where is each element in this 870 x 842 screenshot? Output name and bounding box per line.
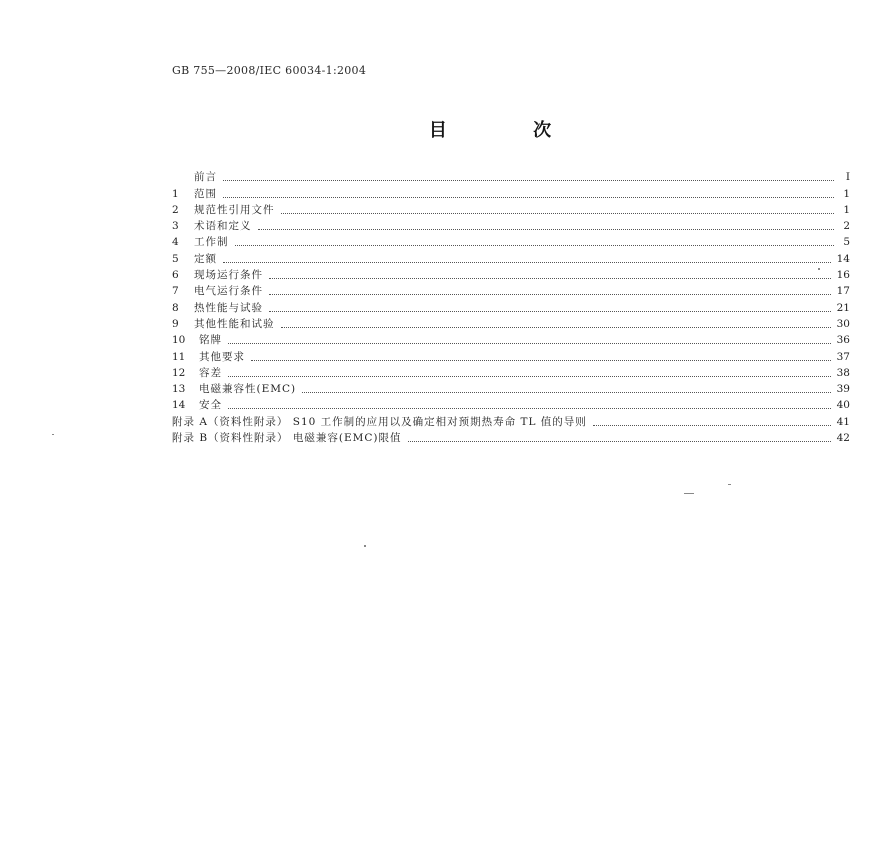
toc-entry-label: 范围 — [194, 187, 217, 200]
toc-entry-page: 21 — [836, 301, 850, 314]
toc-entry-number: 13 — [172, 383, 186, 396]
toc-entry-number: 12 — [172, 366, 186, 379]
toc-entry[interactable] — [172, 168, 850, 184]
toc-leader-dots — [408, 440, 831, 442]
toc-leader-dots — [593, 424, 831, 426]
toc-entry[interactable] — [172, 298, 850, 314]
scan-speck — [52, 434, 54, 435]
toc-leader-dots — [223, 179, 834, 181]
toc-entry-appendix[interactable] — [172, 429, 850, 445]
toc-entry-number: 9 — [172, 317, 179, 330]
toc-leader-dots — [302, 391, 830, 393]
toc-entry[interactable] — [172, 315, 850, 331]
toc-entry-label: 其他性能和试验 — [194, 317, 275, 330]
toc-entry-number: 6 — [172, 269, 179, 282]
toc-entry[interactable] — [172, 266, 850, 282]
toc-entry-page: 17 — [836, 285, 850, 298]
scan-speck — [364, 545, 366, 547]
standard-number-header: GB 755—2008/IEC 60034-1:2004 — [172, 64, 367, 77]
toc-leader-dots — [269, 293, 831, 295]
toc-entry-page: 41 — [836, 415, 850, 428]
toc-entry-page: 36 — [836, 334, 850, 347]
toc-entry-page: 16 — [836, 269, 850, 282]
toc-entry-label: 安全 — [199, 399, 222, 412]
toc-entry-page: 38 — [836, 366, 850, 379]
toc-entry-number: 8 — [172, 301, 179, 314]
toc-entry[interactable] — [172, 331, 850, 347]
toc-entry-label: 前言 — [194, 171, 217, 184]
toc-entry-number: 3 — [172, 220, 179, 233]
toc-entry-label: 定额 — [194, 252, 217, 265]
toc-entry-label: 电气运行条件 — [194, 285, 263, 298]
toc-entry-page: 39 — [836, 383, 850, 396]
toc-entry-number: 7 — [172, 285, 179, 298]
toc-entry-label: 电磁兼容性(EMC) — [199, 383, 297, 396]
toc-entry[interactable] — [172, 217, 850, 233]
toc-entry[interactable] — [172, 201, 850, 217]
toc-entry[interactable] — [172, 364, 850, 380]
toc-entry-page: 2 — [843, 220, 850, 233]
toc-entry-label: 其他要求 — [199, 350, 245, 363]
toc-entry-page: 1 — [843, 203, 850, 216]
toc-entry-page: 42 — [836, 432, 850, 445]
toc-entry[interactable] — [172, 282, 850, 298]
toc-entry-page: 30 — [836, 317, 850, 330]
toc-entry-number: 14 — [172, 399, 186, 412]
toc-entry-number: 1 — [172, 187, 179, 200]
toc-entry-page: 1 — [843, 187, 850, 200]
toc-leader-dots — [281, 326, 831, 328]
toc-entry-label: 铭牌 — [199, 334, 222, 347]
toc-leader-dots — [251, 359, 831, 361]
toc-leader-dots — [269, 277, 831, 279]
toc-entry-label: 规范性引用文件 — [194, 203, 275, 216]
toc-entry-label: 附录 B（资料性附录） 电磁兼容(EMC)限值 — [172, 432, 402, 445]
toc-title: 目 次 — [428, 120, 592, 141]
toc-entry-label: 附录 A（资料性附录） S10 工作制的应用以及确定相对预期热寿命 TL 值的导则 — [172, 415, 587, 428]
toc-leader-dots — [228, 342, 831, 344]
toc-leader-dots — [281, 212, 835, 214]
toc-entry-page: 5 — [843, 236, 850, 249]
toc-entry-label: 术语和定义 — [194, 220, 252, 233]
toc-entry[interactable] — [172, 249, 850, 265]
scan-speck — [684, 493, 694, 494]
toc-entry-page: 40 — [836, 399, 850, 412]
scan-speck — [728, 484, 731, 485]
toc-entry-label: 工作制 — [194, 236, 229, 249]
toc-leader-dots — [223, 261, 831, 263]
toc-entry-page: 37 — [836, 350, 850, 363]
toc-entry-page: I — [845, 171, 850, 184]
toc-entry-number: 11 — [172, 350, 186, 363]
toc-entry-number: 2 — [172, 203, 179, 216]
toc-entry-number: 10 — [172, 334, 186, 347]
toc-entry-label: 热性能与试验 — [194, 301, 263, 314]
toc-leader-dots — [258, 228, 835, 230]
toc-leader-dots — [228, 407, 831, 409]
toc-entry-label: 容差 — [199, 366, 222, 379]
table-of-contents — [172, 168, 850, 445]
toc-entry-number: 4 — [172, 236, 179, 249]
toc-entry-appendix[interactable] — [172, 412, 850, 428]
toc-entry[interactable] — [172, 380, 850, 396]
toc-entry-label: 现场运行条件 — [194, 269, 263, 282]
toc-leader-dots — [235, 244, 835, 246]
toc-entry-page: 14 — [836, 252, 850, 265]
toc-leader-dots — [223, 196, 834, 198]
toc-leader-dots — [228, 375, 831, 377]
toc-entry[interactable] — [172, 347, 850, 363]
toc-leader-dots — [269, 310, 831, 312]
scan-speck — [818, 268, 820, 270]
toc-entry[interactable] — [172, 233, 850, 249]
toc-entry[interactable] — [172, 396, 850, 412]
toc-entry-number: 5 — [172, 252, 179, 265]
toc-entry[interactable] — [172, 184, 850, 200]
